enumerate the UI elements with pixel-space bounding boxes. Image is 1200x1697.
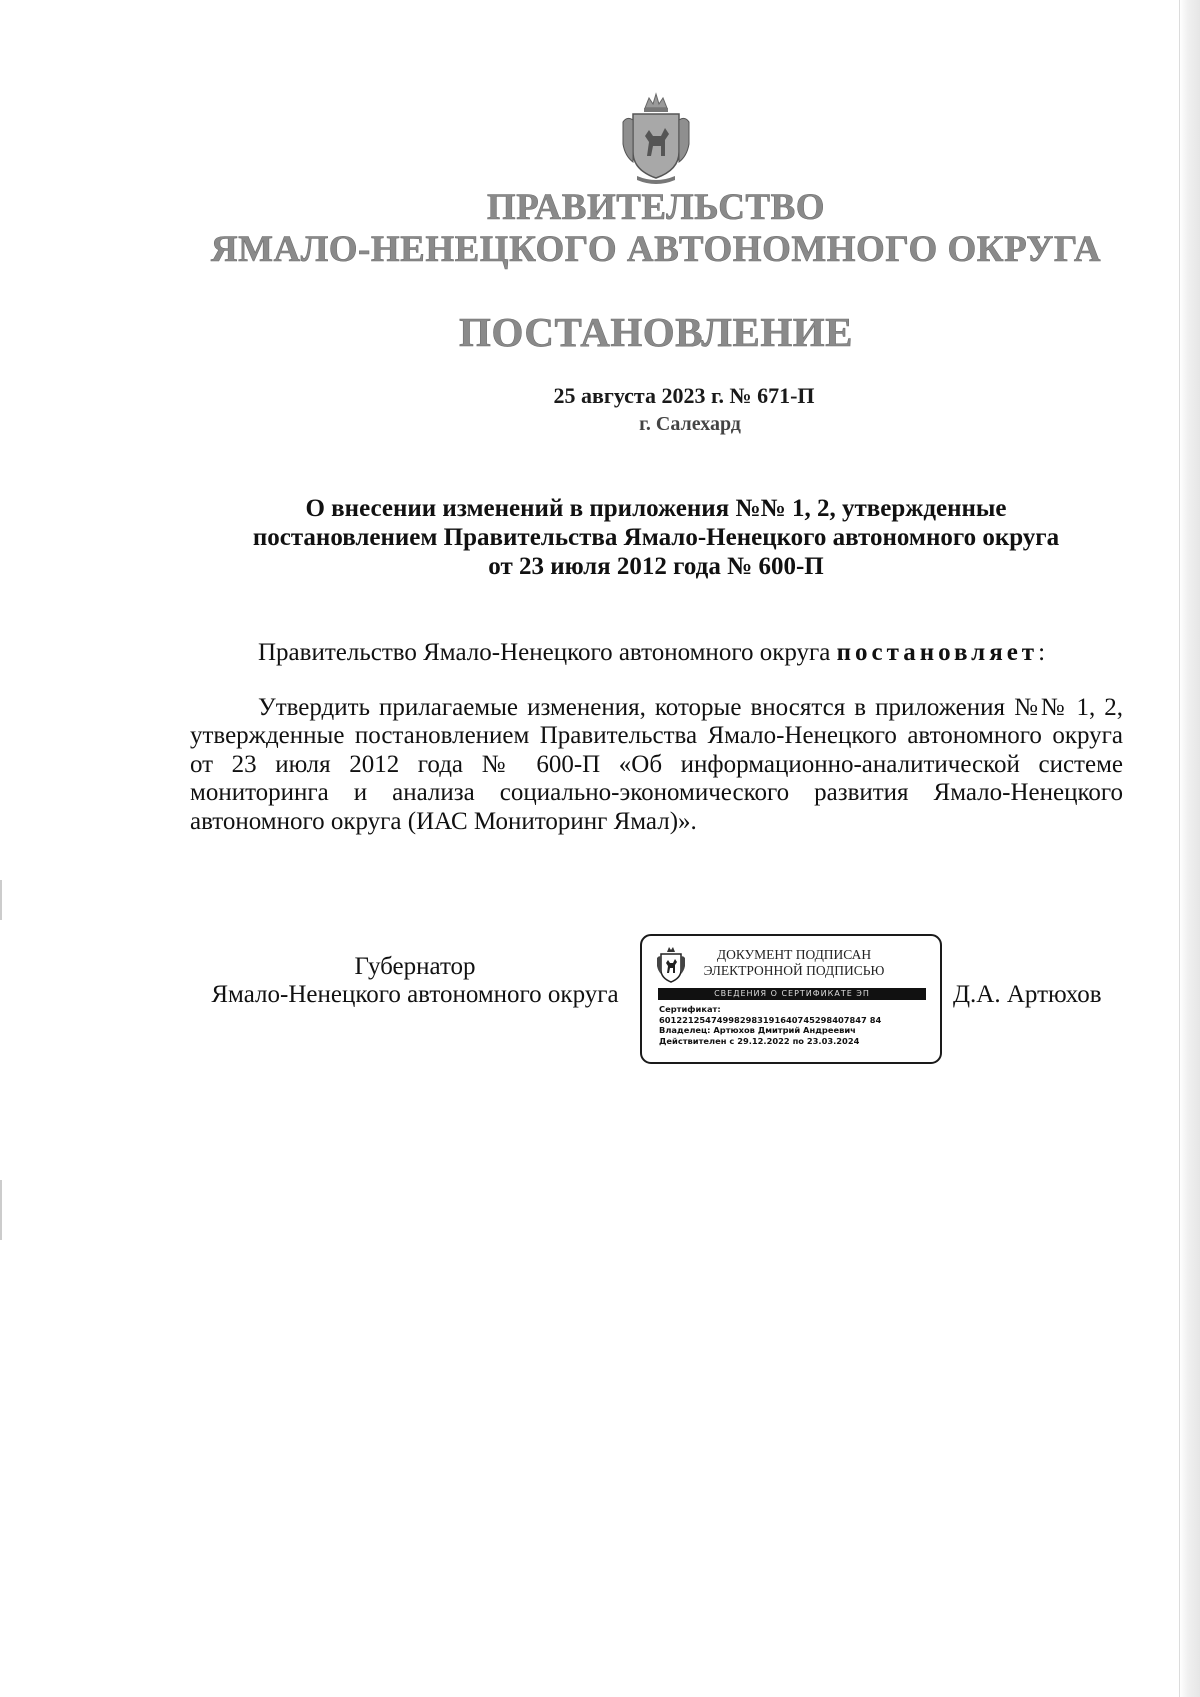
stamp-heading-line: ЭЛЕКТРОННОЙ ПОДПИСЬЮ: [703, 963, 885, 978]
intro-colon: :: [1038, 639, 1046, 666]
government-title: ПРАВИТЕЛЬСТВО: [486, 187, 826, 228]
stamp-owner: Владелец: Артюхов Дмитрий Андреевич: [659, 1025, 856, 1035]
stamp-cert-label: Сертификат:: [659, 1004, 721, 1014]
stamp-coat-of-arms-icon: [656, 946, 686, 984]
scan-artifact: [0, 1180, 2, 1240]
government-region: ЯМАЛО-НЕНЕЦКОГО АВТОНОМНОГО ОКРУГА: [210, 229, 1102, 270]
subject-line: от 23 июля 2012 года № 600-П: [488, 553, 824, 580]
document-type: ПОСТАНОВЛЕНИЕ: [459, 309, 853, 355]
stamp-certificate-bar: СВЕДЕНИЯ О СЕРТИФИКАТЕ ЭП: [658, 988, 926, 1000]
stamp-heading: [694, 947, 894, 979]
resolution-intro: [258, 638, 1138, 668]
signer-title: [190, 953, 640, 1009]
signer-region: Ямало-Ненецкого автономного округа: [211, 981, 619, 1008]
document-subject: [190, 494, 1122, 581]
stamp-cert-value: 601221254749982983191640745298407847 84: [659, 1014, 882, 1025]
signer-name: Д.А. Артюхов: [953, 981, 1102, 1008]
document-date-number: 25 августа 2023 г. № 671-П: [553, 383, 815, 408]
decides-word: постановляет: [836, 639, 1039, 666]
subject-line: О внесении изменений в приложения №№ 1, 2, утвержденные: [305, 495, 1007, 522]
stamp-validity: Действителен с 29.12.2022 по 23.03.2024: [659, 1035, 860, 1046]
document-city: г. Салехард: [639, 413, 741, 435]
coat-of-arms-icon: [619, 92, 693, 184]
resolution-paragraph: Утвердить прилагаемые изменения, которые вносятся в приложения №№ 1, 2, утвержденные постановлением Правительства Ямало-Ненецкого автономного округа от 23 июля 2012 года № 600-П «Об информационно-аналитической системе мониторинга и анализа социально-экономического развития Ямало-Ненецкого автономного округа (ИАС Мониторинг Ямал)».: [190, 694, 1123, 835]
stamp-heading-line: ДОКУМЕНТ ПОДПИСАН: [716, 947, 872, 962]
intro-text: Правительство Ямало-Ненецкого автономного округа: [258, 639, 837, 666]
stamp-details: [659, 1004, 881, 1046]
signer-position: Губернатор: [354, 953, 476, 980]
electronic-signature-stamp: [640, 934, 942, 1064]
subject-line: постановлением Правительства Ямало-Ненецкого автономного округа: [252, 524, 1060, 551]
scan-artifact: [0, 880, 2, 920]
